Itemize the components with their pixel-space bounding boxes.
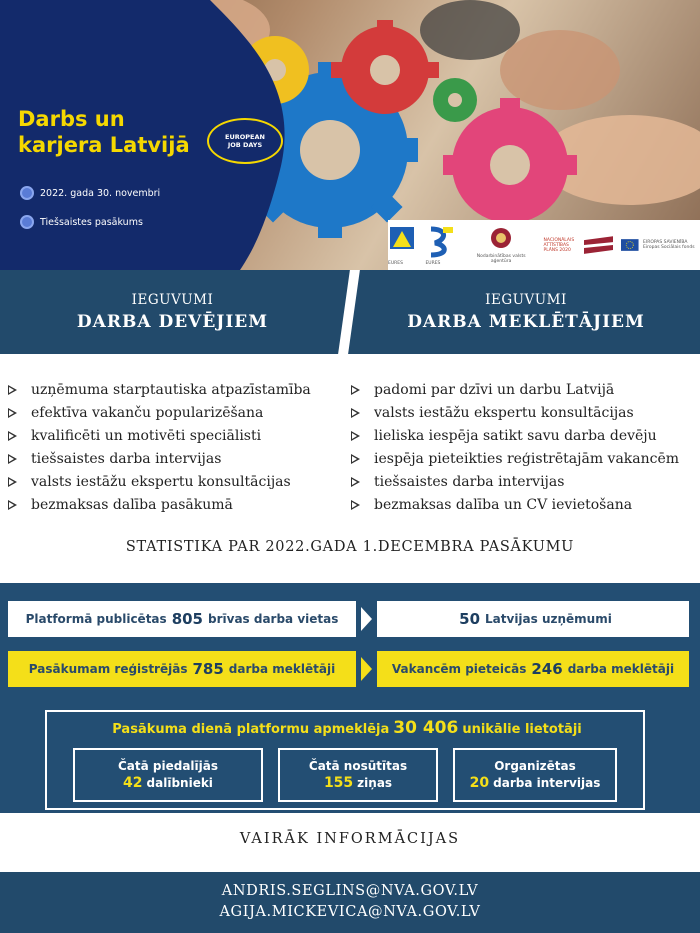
triangle-bullet-icon (8, 500, 17, 510)
contact-email-link[interactable]: ANDRIS.SEGLINS@NVA.GOV.LV (221, 883, 479, 899)
stat-chat-participants: Čatā piedalījās 42 dalībnieki (73, 748, 263, 802)
benefits-header (0, 270, 700, 354)
event-format: Tiešsaistes pasākums (20, 215, 143, 229)
seekers-heading: IEGUVUMI DARBA MEKLĒTĀJIEM (407, 292, 645, 332)
event-title: Darbs un karjera Latvijā (18, 107, 190, 157)
statistics-panel (0, 583, 700, 813)
triangle-bullet-icon (351, 431, 360, 441)
more-info-heading: VAIRĀK INFORMĀCIJAS (239, 831, 461, 847)
arrow-right-icon (361, 607, 372, 631)
list-item: tiešsaistes darba intervijas (351, 470, 679, 493)
triangle-bullet-icon (8, 408, 17, 418)
triangle-bullet-icon (8, 385, 17, 395)
triangle-bullet-icon (8, 454, 17, 464)
eures-logo-1: EURES (388, 225, 417, 266)
employers-heading: IEGUVUMI DARBA DEVĒJIEM (76, 292, 269, 332)
globe-icon (20, 215, 34, 229)
triangle-bullet-icon (351, 500, 360, 510)
triangle-bullet-icon (351, 385, 360, 395)
stat-visitors: Pasākuma dienā platformu apmeklēja 30 406 unikālie lietotāji (112, 718, 582, 738)
event-date: 2022. gada 30. novembri (20, 186, 160, 200)
european-job-days-badge: EUROPEAN JOB DAYS (207, 118, 283, 164)
list-item: bezmaksas dalība un CV ievietošana (351, 493, 679, 516)
list-item: tiešsaistes darba intervijas (8, 447, 311, 470)
calendar-icon (20, 186, 34, 200)
partner-logos (388, 222, 700, 268)
list-item: uzņēmuma starptautiska atpazīstamība (8, 378, 311, 401)
stat-companies: 50 Latvijas uzņēmumi (377, 601, 689, 637)
triangle-bullet-icon (8, 431, 17, 441)
triangle-bullet-icon (351, 454, 360, 464)
stat-registered: Pasākumam reģistrējās 785 darba meklētāji (8, 651, 356, 687)
triangle-bullet-icon (8, 477, 17, 487)
list-item: valsts iestāžu ekspertu konsultācijas (351, 401, 679, 424)
triangle-bullet-icon (351, 477, 360, 487)
eures-logo-2: EURES (425, 225, 458, 266)
nap-logo: NACIONĀLAIS ATTĪSTĪBAS PLĀNS 2020 (543, 236, 613, 254)
nva-logo: Nodarbinātības valsts aģentūra (467, 226, 536, 264)
event-day-stats (45, 710, 645, 810)
stat-applied: Vakancēm pieteicās 246 darba meklētāji (377, 651, 689, 687)
list-item: bezmaksas dalība pasākumā (8, 493, 311, 516)
list-item: padomi par dzīvi un darbu Latvijā (351, 378, 679, 401)
contact-email-link[interactable]: AGIJA.MICKEVICA@NVA.GOV.LV (219, 904, 481, 920)
list-item: valsts iestāžu ekspertu konsultācijas (8, 470, 311, 493)
green-gear (433, 78, 477, 122)
triangle-bullet-icon (351, 408, 360, 418)
contacts-footer (0, 872, 700, 933)
employers-benefits-list (8, 378, 311, 516)
list-item: lieliska iespēja satikt savu darba devēju (351, 424, 679, 447)
list-item: efektīva vakanču popularizēšana (8, 401, 311, 424)
stat-vacancies: Platformā publicētas 805 brīvas darba vietas (8, 601, 356, 637)
arrow-right-icon (361, 657, 372, 681)
stat-chat-messages: Čatā nosūtītas 155 ziņas (278, 748, 438, 802)
list-item: iespēja pieteikties reģistrētajām vakancēm (351, 447, 679, 470)
hero-banner (0, 0, 700, 270)
stat-interviews: Organizētas 20 darba intervijas (453, 748, 617, 802)
list-item: kvalificēti un motivēti speciālisti (8, 424, 311, 447)
seekers-benefits-list (351, 378, 679, 516)
eu-logo: EIROPAS SAVIENĪBA Eiropas Sociālais fonds (621, 235, 700, 255)
statistics-title: STATISTIKA PAR 2022.GADA 1.DECEMBRA PASĀKUMU (125, 539, 575, 555)
